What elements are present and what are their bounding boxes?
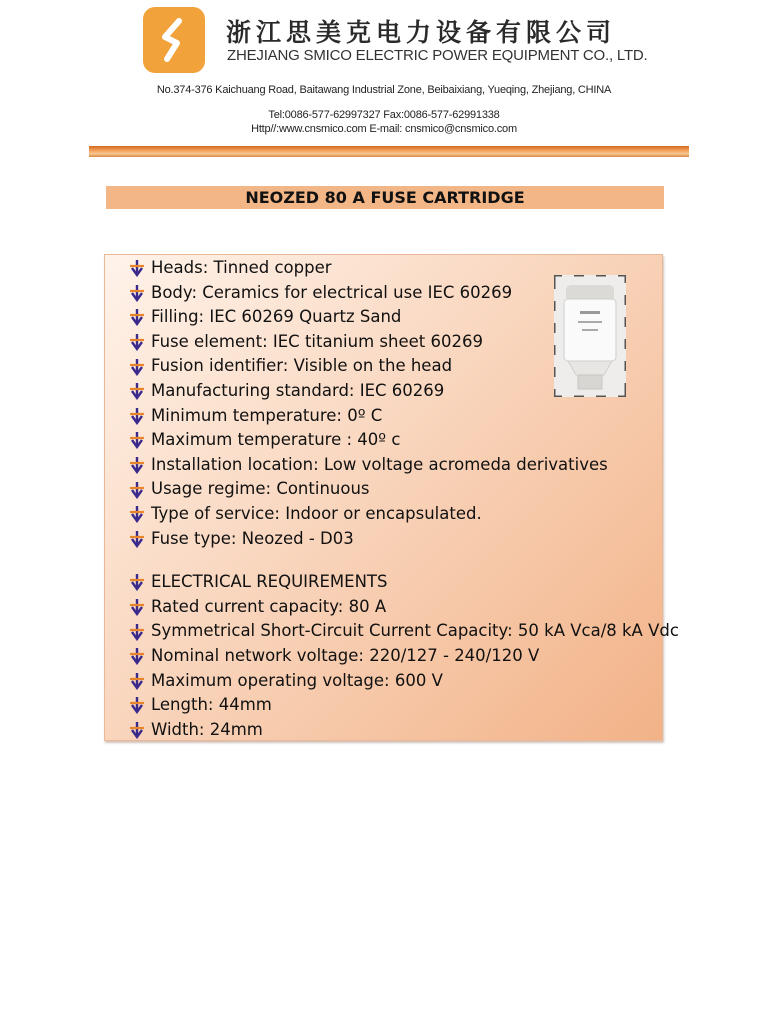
- spec-item: [128, 693, 679, 718]
- spec-item-text: Maximum temperature : 40º c: [151, 430, 401, 450]
- arrow-bullet-icon: [128, 308, 146, 326]
- spec-item: [128, 595, 679, 620]
- spec-item-text: Width: 24mm: [151, 719, 263, 739]
- page-title: NEOZED 80 A FUSE CARTRIDGE: [245, 188, 525, 207]
- company-address: No.374-376 Kaichuang Road, Baitawang Industrial Zone, Beibaixiang, Yueqing, Zhejiang, CHINA: [156, 84, 612, 96]
- spec-item-text: Installation location: Low voltage acromeda derivatives: [151, 454, 608, 474]
- spec-item: [128, 428, 679, 453]
- company-name-chinese: 浙江思美克电力设备有限公司: [226, 18, 617, 47]
- spec-item: [128, 256, 679, 281]
- spec-item-text: Maximum operating voltage: 600 V: [151, 670, 443, 690]
- arrow-bullet-icon: [128, 647, 146, 665]
- header-divider: [89, 146, 689, 157]
- spec-item-text: Heads: Tinned copper: [151, 258, 332, 277]
- spec-list: [128, 256, 679, 742]
- spec-item: [128, 619, 679, 644]
- spec-item: [128, 570, 679, 595]
- spec-item-text: Manufacturing standard: IEC 60269: [151, 380, 445, 400]
- spec-item: [128, 330, 679, 355]
- web-email-line: Http//:www.cnsmico.com E-mail: cnsmico@cnsmico.com: [251, 123, 517, 135]
- spec-item: [128, 669, 679, 694]
- title-band: [106, 186, 664, 209]
- spec-item: [128, 477, 679, 502]
- arrow-bullet-icon: [128, 481, 146, 499]
- company-contact: [0, 108, 768, 136]
- spec-item-text: Symmetrical Short-Circuit Current Capacity: 50 kA Vca/8 kA Vdc: [151, 621, 679, 641]
- spec-item-text: Usage regime: Continuous: [151, 479, 370, 499]
- spec-item-text: Rated current capacity: 80 A: [151, 596, 387, 616]
- tel-fax-line: Tel:0086-577-62997327 Fax:0086-577-62991338: [268, 109, 500, 121]
- spec-item: [128, 354, 679, 379]
- spec-item: [128, 718, 679, 743]
- spec-item-text: Body: Ceramics for electrical use IEC 60269: [151, 282, 513, 302]
- spec-item: [128, 379, 679, 404]
- arrow-bullet-icon: [128, 259, 146, 277]
- arrow-bullet-icon: [128, 598, 146, 616]
- arrow-bullet-icon: [128, 456, 146, 474]
- spec-item: [128, 527, 679, 552]
- spec-item-text: Fusion identifier: Visible on the head: [151, 356, 453, 376]
- spec-item-text: Nominal network voltage: 220/127 - 240/120 V: [151, 645, 540, 665]
- spec-item-text: Minimum temperature: 0º C: [151, 405, 383, 425]
- spec-item-text: Fuse element: IEC titanium sheet 60269: [151, 331, 483, 351]
- arrow-bullet-icon: [128, 672, 146, 690]
- spec-item-text: Filling: IEC 60269 Quartz Sand: [151, 307, 402, 327]
- spec-item-text: Fuse type: Neozed - D03: [151, 528, 354, 548]
- spec-item: [128, 281, 679, 306]
- arrow-bullet-icon: [128, 382, 146, 400]
- spec-item: [128, 644, 679, 669]
- spec-item: [128, 502, 679, 527]
- arrow-bullet-icon: [128, 333, 146, 351]
- arrow-bullet-icon: [128, 505, 146, 523]
- spec-item-text: ELECTRICAL REQUIREMENTS: [151, 572, 388, 592]
- arrow-bullet-icon: [128, 431, 146, 449]
- arrow-bullet-icon: [128, 721, 146, 739]
- company-logo: [143, 7, 205, 73]
- company-name-english: ZHEJIANG SMICO ELECTRIC POWER EQUIPMENT CO., LTD.: [227, 47, 648, 64]
- spec-item: [128, 404, 679, 429]
- arrow-bullet-icon: [128, 284, 146, 302]
- arrow-bullet-icon: [128, 573, 146, 591]
- arrow-bullet-icon: [128, 696, 146, 714]
- arrow-bullet-icon: [128, 530, 146, 548]
- spec-item-text: Type of service: Indoor or encapsulated.: [151, 503, 482, 523]
- spec-item: [128, 305, 679, 330]
- arrow-bullet-icon: [128, 358, 146, 376]
- spec-item-text: Length: 44mm: [151, 695, 272, 715]
- arrow-bullet-icon: [128, 623, 146, 641]
- spec-item: [128, 453, 679, 478]
- arrow-bullet-icon: [128, 407, 146, 425]
